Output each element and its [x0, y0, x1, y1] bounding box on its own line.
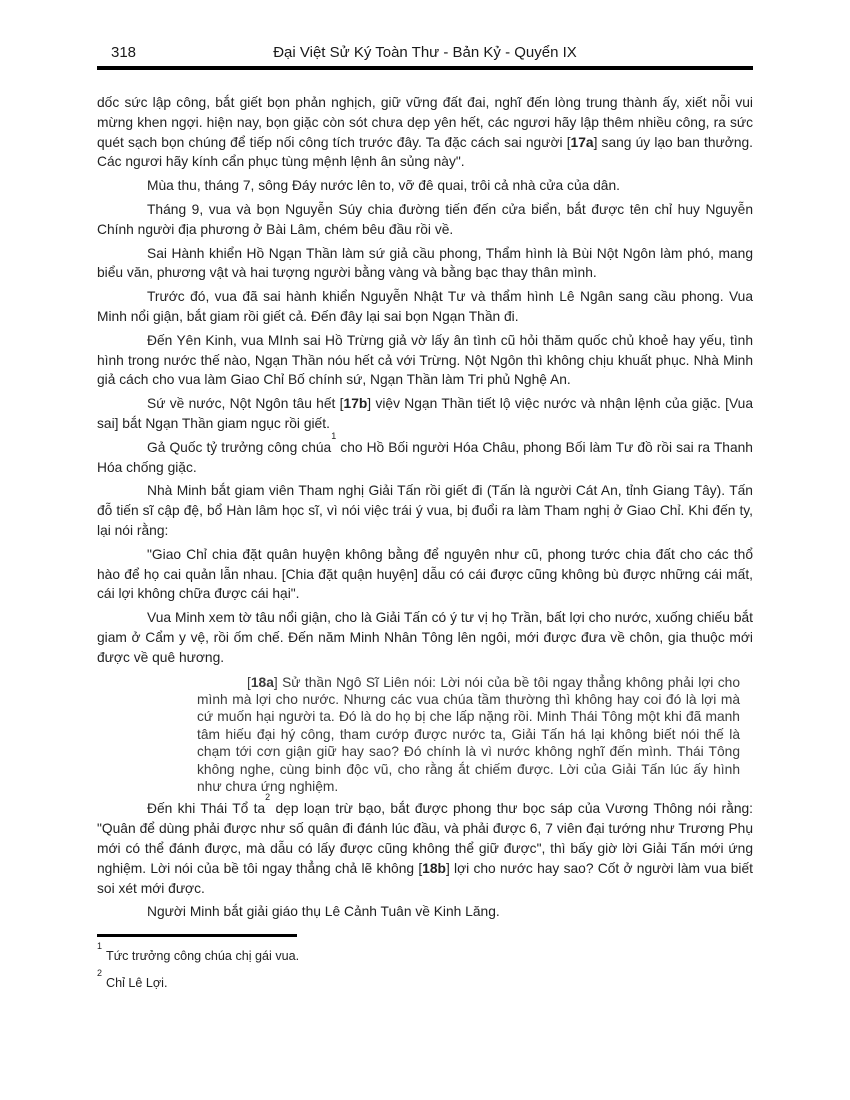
folio-marker: 17b [343, 396, 368, 412]
body-paragraph [97, 898, 753, 922]
text-run: ] Sử thần Ngô Sĩ Liên nói: Lời nói của bề tôi ngay thẳng không phải lợi cho mình mà lợi cho nước. Nhưng các vua chúa tầm thường thì không hay coi đó là lợi mà cứ muốn hại người ta. Đó là do họ bị che lấp nặng rồi. Minh Thái Tông một khi đã manh tâm hiếu đại hý công, tham cướp được nước ta, Giải Tấn há lại không biết nói thế là chạm tới cơn giận giữ hay sao? Đó chính là vì nước không nghĩ đến mình. Thái Tông không nghe, cùng binh độc vũ, cho rằng ắt chiếm được. Lời của Giải Tấn lúc ấy hình như chưa ứng nghiệm. [197, 674, 740, 794]
footnote-2 [97, 968, 753, 991]
text-run: Trước đó, vua đã sai hành khiển Nguyễn Nhật Tư và thẩm hình Lê Ngân sang cầu phong. Vua Minh nổi giận, bắt giam rồi giết cả. Đến đây lại sai bọn Ngạn Thần đi. [97, 289, 753, 324]
text-run: Vua Minh xem tờ tâu nổi giận, cho là Giải Tấn có ý tư vị họ Trần, bất lợi cho nước, xuống chiếu bắt giam ở Cẩm y vệ, rồi ốm chế. Đến năm Minh Nhân Tông lên ngôi, mới được đưa về chôn, gia thuộc mới được về quê hương. [97, 610, 753, 665]
footnote-divider [97, 934, 297, 937]
content [97, 93, 753, 922]
historian-comment-block [197, 668, 740, 796]
folio-marker: 17a [570, 134, 594, 150]
footnotes [97, 934, 753, 991]
footnote-ref: 2 [265, 792, 271, 803]
text-run: Sai Hành khiển Hồ Ngạn Thần làm sứ giả cầu phong, Thẩm hình là Bùi Nột Ngôn làm phó, mang biểu văn, phương vật và hai tượng người bằng vàng và bằng bạc thay thân mình. [97, 245, 753, 281]
footnote-ref: 1 [331, 430, 337, 441]
text-run: dốc sức lập công, bắt giết bọn phản nghịch, giữ vững đất đai, nghĩ đến lòng trung thành ấy, xiết nỗi vui mừng khen ngợi. hiện nay, bọn giặc còn sót chưa dẹp yên hết, các ngươi hãy lập thêm nhiều công, ra sức quét sạch bọn chúng để tiếp nối công tích trước đây. Ta đặc cách sai người [ [97, 95, 753, 150]
body-paragraph [97, 196, 753, 240]
text-run: Mùa thu, tháng 7, sông Đáy nước lên to, vỡ đê quai, trôi cả nhà cửa của dân. [147, 178, 620, 194]
body-paragraph [97, 390, 753, 434]
text-run: Nhà Minh bắt giam viên Tham nghị Giải Tấn rồi giết đi (Tấn là người Cát An, tỉnh Giang Tây). Tấn đỗ tiến sĩ cập đệ, bổ Hàn lâm học sĩ, vì nói việc trái ý vua, bị đuổi ra làm Tham nghị ở Giao Chỉ. Khi đến ty, lại nói rằng: [97, 483, 753, 538]
folio-marker: 18b [422, 860, 446, 876]
text-run: ] lợi cho nước hay sao? Cốt ở người làm vua biết soi xét mới được. [97, 860, 753, 896]
footnote-marker: 2 [97, 968, 103, 978]
text-run: Đến khi Thái Tổ ta [147, 801, 266, 817]
text-run: Đến Yên Kinh, vua MInh sai Hồ Trừng giả vờ lấy ân tình cũ hỏi thăm quốc chủ khoẻ hay yếu, tình hình trong nước thế nào, Ngạn Thần nóu hết cả với Trừng. Nột Ngôn thì không chịu khuất phục. Nhà Minh giả cách cho vua làm Giao Chỉ Bố chính sứ, Ngạn Thần làm Tri phủ Nghệ An. [97, 332, 753, 388]
text-run: [ [247, 674, 251, 690]
continuation-paragraph [97, 93, 753, 172]
folio-marker: 18a [250, 674, 274, 690]
body-paragraph [97, 792, 753, 898]
text-run: Sứ về nước, Nột Ngôn tâu hết [ [147, 396, 344, 412]
body-paragraph [97, 477, 753, 540]
text-run: Gả Quốc tỷ trưởng công chúa [147, 439, 332, 455]
body-paragraph [97, 240, 753, 284]
page-number: 318 [111, 44, 137, 61]
text-run: ] việv Ngạn Thần tiết lộ việc nước và nhận lệnh của giặc. [Vua sai] bắt Ngạn Thần giam ngục rồi giết. [97, 396, 753, 431]
text-run: "Giao Chỉ chia đặt quân huyện không bằng để nguyên như cũ, phong tước chia đất cho các thổ hào để họ cai quản lẫn nhau. [Chia đặt quận huyện] dẫu có cái được cũng không bù được những cái mất, cái lợi không chữa được cái hại". [97, 546, 753, 602]
body-paragraph [97, 327, 753, 390]
text-run: ] sang úy lạo ban thưởng. Các ngươi hãy kính cẩn phục tùng mệnh lệnh ân sủng này". [97, 134, 754, 170]
footnote-1 [97, 941, 753, 964]
page-title: Đại Việt Sử Ký Toàn Thư - Bản Kỷ - Quyển IX [273, 44, 577, 61]
text-run: dẹp loạn trừ bạo, bắt được phong thư bọc sáp của Vương Thông nói rằng: "Quân để dùng phải được như số quân đi đánh lúc đầu, và phải được 6, 7 viên đại tướng như Trương Phụ mới có thể đánh được, mà dẫu có lấy được cũng không thể giữ được", thì bấy giờ lời Giải Tấn mới ứng nghiệm. Lời nói của bề tôi ngay thẳng chả lẽ không [ [97, 801, 753, 876]
body-paragraph [97, 604, 753, 667]
page-header [97, 0, 753, 70]
footnote-text: Tức trưởng công chúa chị gái vua. [106, 949, 300, 963]
body-paragraph [97, 172, 753, 196]
body-paragraph [97, 430, 753, 478]
body-paragraph [97, 283, 753, 327]
text-run: Người Minh bắt giải giáo thụ Lê Cảnh Tuân về Kinh Lăng. [147, 904, 500, 920]
footnote-marker: 1 [97, 941, 103, 951]
body-paragraph [97, 541, 753, 604]
text-run: cho Hồ Bối người Hóa Châu, phong Bối làm Tư đồ rồi sai ra Thanh Hóa chống giặc. [97, 439, 753, 475]
footnote-text: Chỉ Lê Lợi. [106, 976, 168, 990]
text-run: Tháng 9, vua và bọn Nguyễn Súy chia đường tiến đến cửa biển, bắt được tên chỉ huy Nguyễn Chính người địa phương ở Bài Lâm, chém bêu đầu rồi về. [97, 201, 753, 237]
